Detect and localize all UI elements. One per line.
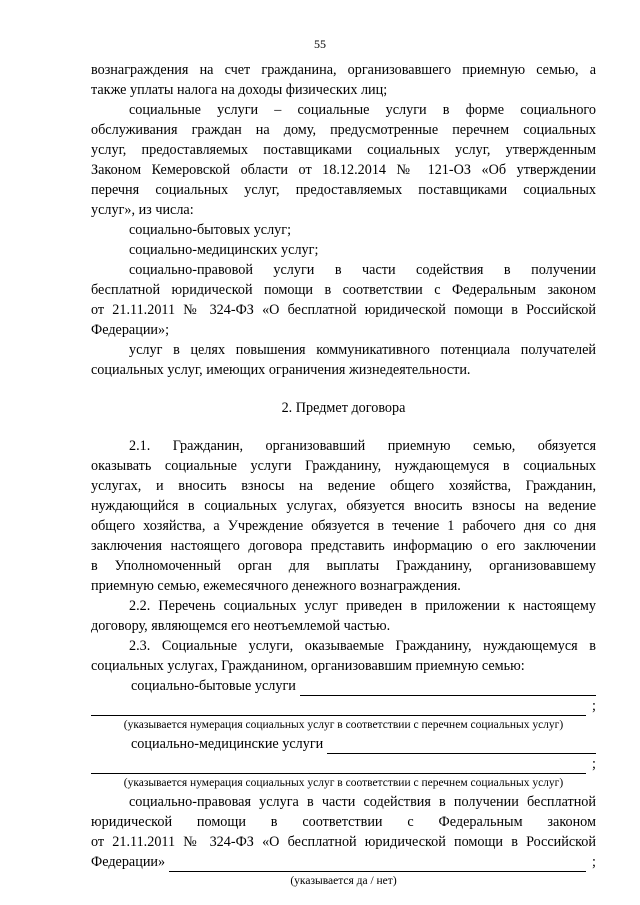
- text-line: оказывать социальные услуги Гражданину, нуждающемуся в социальных: [91, 458, 596, 474]
- document-body: [91, 60, 596, 890]
- text-line: социальные услуги – социальные услуги в форме социального: [129, 102, 596, 118]
- text-line: вознаграждения на счет гражданина, организовавшего приемную семью, а: [91, 62, 596, 78]
- text-line: социально-медицинских услуг;: [129, 242, 319, 258]
- semicolon: ;: [592, 854, 596, 870]
- text-line: перечня социальных услуг, предоставляемых поставщиками социальных: [91, 182, 596, 198]
- bytovye-services-field[interactable]: [91, 676, 596, 696]
- text-line: приемную семью, ежемесячного денежного вознаграждения.: [91, 578, 461, 594]
- text-line: в Уполномоченный орган для выплаты Гражданину, организовавшему: [91, 558, 596, 574]
- text-line: 2.1. Гражданин, организовавший приемную семью, обязуется: [129, 438, 596, 454]
- blank-line[interactable]: [169, 858, 586, 872]
- text-line: договору, являющемся его неотъемлемой частью.: [91, 618, 391, 634]
- text-line: услуг в целях повышения коммуникативного потенциала получателей: [129, 342, 596, 358]
- bytovye-services-label: социально-бытовые услуги: [131, 678, 296, 694]
- text-line: нуждающийся в социальных услугах, обязуется вносить взносы на ведение: [91, 498, 596, 514]
- legal-service-label: Федерации»: [91, 854, 166, 870]
- text-line: юридической помощи в соответствии с Федеральным законом: [91, 814, 596, 830]
- text-line: бесплатной юридической помощи в соответствии с Федеральным законом: [91, 282, 596, 298]
- bytovye-numbering-note: (указывается нумерация социальных услуг в соответствии с перечнем социальных услуг): [123, 719, 564, 731]
- text-line: от 21.11.2011 № 324-ФЗ «О бесплатной юридической помощи в Российской: [91, 834, 596, 850]
- text-line: 2.2. Перечень социальных услуг приведен в приложении к настоящему: [129, 598, 596, 614]
- blank-line[interactable]: [91, 702, 586, 716]
- text-line: общего хозяйства, а Учреждение обязуется в течение 1 рабочего дня со дня: [91, 518, 596, 534]
- yes-no-note: (указывается да / нет): [290, 875, 397, 887]
- text-line: социально-правовой услуги в части содействия в получении: [129, 262, 596, 278]
- text-line: социальных услуг, имеющих ограничения жизнедеятельности.: [91, 362, 471, 378]
- semicolon: ;: [592, 756, 596, 772]
- text-line: социальных услугах, Гражданином, организовавшим приемную семью:: [91, 658, 525, 674]
- text-line: заключения настоящего договора представить информацию о его заключении: [91, 538, 596, 554]
- text-line: услугах, и вносить взносы на ведение общего хозяйства, Гражданин,: [91, 478, 596, 494]
- text-line: от 21.11.2011 № 324-ФЗ «О бесплатной юридической помощи в Российской: [91, 302, 596, 318]
- semicolon: ;: [592, 698, 596, 714]
- medicinskie-services-field[interactable]: [91, 734, 596, 754]
- text-line: 2.3. Социальные услуги, оказываемые Гражданину, нуждающемуся в: [129, 638, 596, 654]
- text-line: услуг», из числа:: [91, 202, 194, 218]
- text-line: социально-правовая услуга в части содействия в получении бесплатной: [129, 794, 596, 810]
- text-line: Законом Кемеровской области от 18.12.2014 № 121-ОЗ «Об утверждении: [91, 162, 596, 178]
- text-line: услуг, предоставляемых поставщиками социальных услуг, утвержденным: [91, 142, 596, 158]
- text-line: социально-бытовых услуг;: [129, 222, 292, 238]
- section-title: 2. Предмет договора: [281, 400, 406, 416]
- medicinskie-numbering-note: (указывается нумерация социальных услуг в соответствии с перечнем социальных услуг): [123, 777, 564, 789]
- medicinskie-services-field-continuation[interactable]: [91, 754, 596, 774]
- text-line: Федерации»;: [91, 322, 170, 338]
- text-line: обслуживания граждан на дому, предусмотренные перечнем социальных: [91, 122, 596, 138]
- blank-line[interactable]: [91, 760, 586, 774]
- blank-line[interactable]: [300, 680, 596, 696]
- legal-service-field[interactable]: [91, 852, 596, 872]
- text-line: также уплаты налога на доходы физических лиц;: [91, 82, 388, 98]
- bytovye-services-field-continuation[interactable]: [91, 696, 596, 716]
- page-number: 55: [314, 37, 326, 51]
- blank-line[interactable]: [327, 738, 596, 754]
- medicinskie-services-label: социально-медицинские услуги: [131, 736, 324, 752]
